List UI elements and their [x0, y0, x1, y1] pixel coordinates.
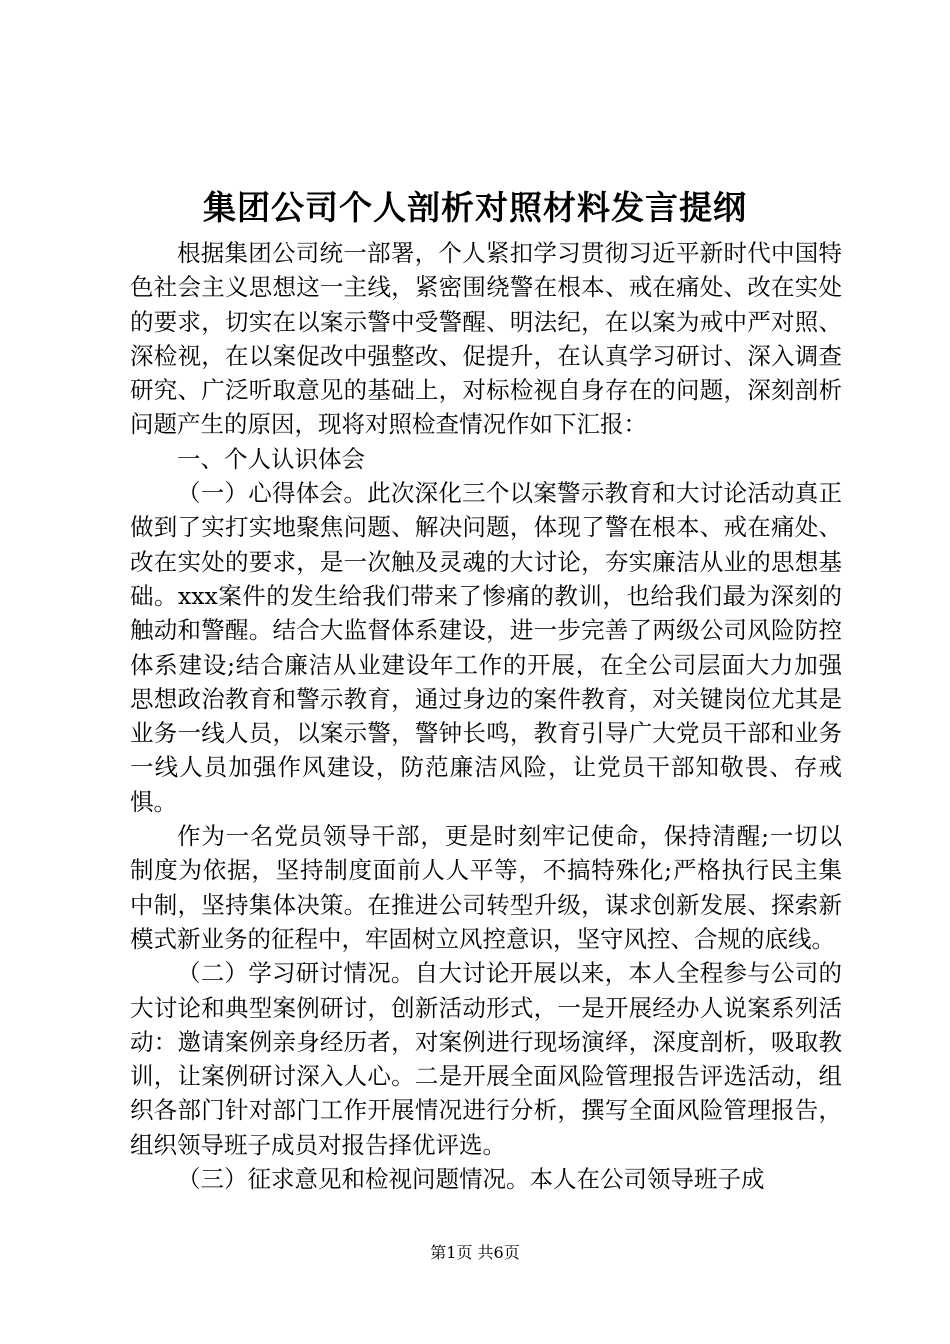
subsection-paragraph-2: （二）学习研讨情况。自大讨论开展以来，本人全程参与公司的大讨论和典型案例研讨，创新活动形式，一是开展经办人说案系列活动：邀请案例亲身经历者，对案例进行现场演绎，深度剖析，吸取教训，让案例研讨深入人心。二是开展全面风险管理报告评选活动，组织各部门针对部门工作开展情况进行分析，撰写全面风险管理报告，组织领导班子成员对报告择优评选。 — [130, 959, 842, 1159]
subsection-paragraph-3: （三）征求意见和检视问题情况。本人在公司领导班子成 — [177, 1165, 765, 1194]
subsection-paragraph-1: （一）心得体会。此次深化三个以案警示教育和大讨论活动真正做到了实打实地聚焦问题、解决问题，体现了警在根本、戒在痛处、改在实处的要求，是一次触及灵魂的大讨论，夯实廉洁从业的思想基础。xxx案件的发生给我们带来了惨痛的教训，也给我们最为深刻的触动和警醒。结合大监督体系建设，进一步完善了两级公司风险防控体系建设;结合廉洁从业建设年工作的开展，在全公司层面大力加强思想政治教育和警示教育，通过身边的案件教育，对关键岗位尤其是业务一线人员，以案示警，警钟长鸣，教育引导广大党员干部和业务一线人员加强作风建设，防范廉洁风险，让党员干部知敬畏、存戒惧。 — [130, 479, 842, 816]
body-paragraph: 作为一名党员领导干部，更是时刻牢记使命，保持清醒;一切以制度为依据，坚持制度面前人人平等，不搞特殊化;严格执行民主集中制，坚持集体决策。在推进公司转型升级，谋求创新发展、探索新模式新业务的征程中，牢固树立风控意识，坚守风控、合规的底线。 — [130, 822, 842, 953]
section-heading: 一、个人认识体会 — [177, 444, 365, 473]
page-title: 集团公司个人剖析对照材料发言提纲 — [203, 188, 747, 227]
document-body — [130, 236, 842, 1196]
intro-paragraph: 根据集团公司统一部署，个人紧扣学习贯彻习近平新时代中国特色社会主义思想这一主线，紧密围绕警在根本、戒在痛处、改在实处的要求，切实在以案示警中受警醒、明法纪，在以案为戒中严对照、深检视，在以案促改中强整改、促提升，在认真学习研讨、深入调查研究、广泛听取意见的基础上，对标检视自身存在的问题，深刻剖析问题产生的原因，现将对照检查情况作如下汇报： — [130, 239, 842, 439]
page-footer: 第1页 共6页 — [430, 1243, 520, 1262]
